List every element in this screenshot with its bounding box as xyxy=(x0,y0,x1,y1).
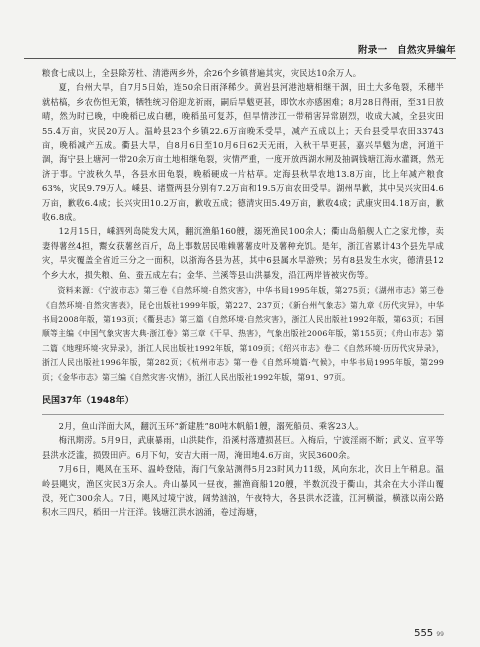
running-title: 附录一 自然灾异编年 xyxy=(357,45,456,56)
paragraph: 12月15日，嵊泗列岛陡发大风，翻沉渔船160艘，溺死渔民100余人；衢山岛船舰人亡之家尤惨，卖妻得薯丝4担，鬻女获薯丝百斤，岛上事数居民唯赖薯薯皮叶及薯种充饥。是年，浙江省累计43个县先旱成灾，旱灾覆盖全省近三分之一面积，以浙海各县为甚，其中6县属水旱游殃；另有8县发生水灾，德清县12个乡大水，损失粮、鱼、蚕五成左右；金华、兰溪等县山洪暴发，沿江两岸皆被灾伤等。 xyxy=(42,226,444,280)
source-notes xyxy=(42,284,444,385)
year-heading-rule xyxy=(42,414,444,415)
paragraph: 梅汛期涝。5月9日，武康暴雨，山洪陡作，沿溪村落遭损甚巨。入梅后，宁波淫雨不断；武义、宣平等县洪水泛滥，损毁田庐。6月下旬，安吉大雨一周，淹田地4.6万亩，灾民3600余。 xyxy=(42,435,444,460)
body-text xyxy=(42,66,444,520)
year-heading: 民国37年（1948年） xyxy=(42,395,134,406)
paragraph: 7月6日，飓风在玉环、温岭登陆，海门气象站测得5月23时风力11级，风向东北，次日上午稍息。温岭县飓灾，渔区灾民3万余人。舟山暴风一昼夜，摧渔商船120艘，半数沉没于衢山，其余在大小洋山覆没，死亡300余人。7日，飓风过境宁波，阔势汹汹，午夜特大，各县洪水泛滥，江河横溢，横涨以南公路积水三四尺，稻田一片汪洋。钱塘江洪水汹涌，卷过海塘， xyxy=(42,464,444,518)
source-note: 资料来源：《宁波市志》第三卷《自然环境·自然灾害》，中华书局1995年版，第275页；《湖州市志》第三卷《自然环境·自然灾害表》，昆仑出版社1999年版，第227、237页；《新台州气象志》第九章《历代灾异》，中华书局2008年版，第193页；《衢县志》第三篇《自然环境·自然灾害》，浙江人民出版社1992年版，第63页；石国顺等主编《中国气象灾害大典·浙江卷》第三章《干旱、热害》，气象出版社2006年版，第155页；《舟山市志》第二篇《地理环境·灾异录》，浙江人民出版社1992年版，第109页；《绍兴市志》卷二《自然环境·历历代灾异录》，浙江人民出版社1996年版，第282页；《杭州市志》第一卷《自然环境篇·气候》，中华书局1995年版，第299页；《金华市志》第三编《自然灾害·灾情》，浙江人民出版社1992年版，第91、97页。 xyxy=(42,286,444,382)
page-number-sub: 99 xyxy=(436,631,444,638)
header-rule xyxy=(24,58,456,59)
paragraph: 夏，台州大旱，自7月5日始，连50余日雨泽稀少。黄岩县河港池塘相继干涸，田土大多龟裂，禾穗半就枯槁，乡农伤怛无策，牺牲统习俗迎龙祈雨，嗣后旱魃更甚，即饮水亦感困难；8月28日得雨，至31日放晴，然为时已晚，中晚稻已成白穗，晚稻虽可复苏，但旱情涉江一带稍害异常剧烈，收成大减，全县灾田55.4万亩，灾民20万人。温岭县23个乡镇22.6万亩晚禾受旱，减产五成以上；天台县受旱农田33743亩，晚稻减产五成。衢县大旱，自8月6日至10月6日62天无雨，入秋干旱更甚，嘉兴旱魃为虐，河道干涸，海宁县上塘河一带20余万亩土地相继龟裂，灾情严重，一度开放西湖水闸及抽调钱塘江海水灌溉，然无济于事。宁波秋久旱，各县水田龟裂，晚稻硬成一片枯草。定海县秋旱农地13.8万亩，比上年减产粮食63%，灾民9.79万人。嵊县、诸暨两县分别有7.2万亩和19.5万亩农田受旱。湖州旱歉，其中吴兴灾田4.6万亩，歉收6.4成；长兴灾田10.2万亩，歉收五成；德清灾田5.49万亩，歉收4成；武康灾田4.18万亩，歉收6.8成。 xyxy=(42,82,444,223)
paragraph: 粮食七成以上，全县除芳杜、清港两乡外，余26个乡镇普遍其灾，灾民达10余万人。 xyxy=(42,68,362,78)
page-number-main: 555 xyxy=(414,628,434,639)
page-number xyxy=(414,628,444,639)
paragraph: 2月，鱼山洋面大风，翻沉玉环“新建胜”80吨木帆船1艘，溺死船员、乘客23人。 xyxy=(58,420,364,431)
